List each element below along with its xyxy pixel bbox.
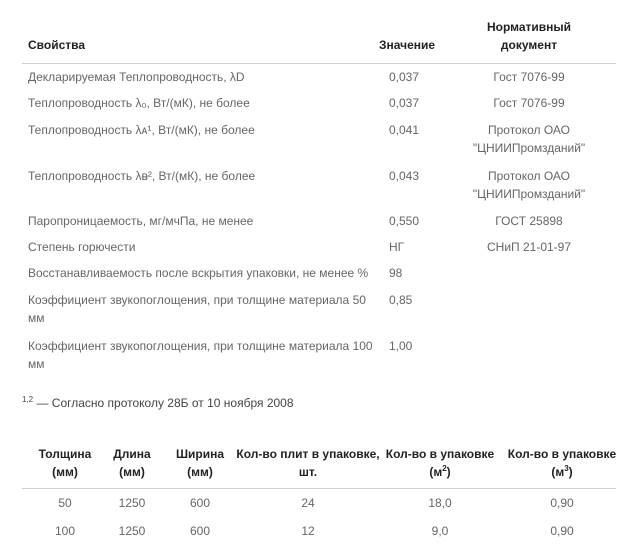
property-name-line: Степень горючести xyxy=(28,240,136,254)
packaging-cell-thickness: 50 xyxy=(58,496,72,510)
packaging-cell-thickness: 100 xyxy=(54,524,76,538)
property-name xyxy=(28,291,373,327)
header-volume xyxy=(502,445,622,481)
header-properties: Свойства xyxy=(28,38,86,52)
property-name xyxy=(28,121,373,139)
property-name xyxy=(28,337,373,373)
property-value: 0,037 xyxy=(389,96,420,110)
header-area-line2 xyxy=(382,463,498,481)
header-count-line1: Кол-во плит в упаковке, xyxy=(236,447,380,461)
property-value: 0,043 xyxy=(389,169,420,183)
packaging-cell-volume: 0,90 xyxy=(550,496,574,510)
packaging-cell-count: 12 xyxy=(301,524,315,538)
footnote xyxy=(22,396,294,410)
header-count xyxy=(235,445,381,481)
packaging-cell-count: 24 xyxy=(301,496,315,510)
property-doc-line: Гост 7076-99 xyxy=(493,70,565,84)
property-name xyxy=(28,238,373,256)
header-area-unit: (м xyxy=(429,465,443,479)
footnote-mark: 1,2 xyxy=(22,395,34,404)
property-doc xyxy=(459,68,599,86)
footnote-text: — Согласно протоколу 28Б от 10 ноября 2008 xyxy=(33,396,294,410)
property-name-line: мм xyxy=(28,311,45,325)
packaging-header-rule xyxy=(22,488,616,489)
header-volume-close: ) xyxy=(568,465,573,479)
header-area-exp: 2 xyxy=(442,464,447,473)
header-thickness xyxy=(30,445,100,481)
header-thickness-line1: Толщина xyxy=(38,447,92,461)
property-doc-line: "ЦНИИПромзданий" xyxy=(472,187,586,201)
header-volume-line2 xyxy=(502,463,622,481)
property-value: 0,041 xyxy=(389,123,420,137)
property-name xyxy=(28,167,373,185)
header-doc-line1: Нормативный xyxy=(486,20,572,34)
header-area-line1: Кол-во в упаковке xyxy=(385,447,495,461)
property-doc xyxy=(459,121,599,157)
property-doc-line: Гост 7076-99 xyxy=(493,96,565,110)
packaging-cell-area: 9,0 xyxy=(431,524,449,538)
property-name-line: Декларируемая Теплопроводность, λD xyxy=(28,70,245,84)
packaging-cell-length: 1250 xyxy=(118,496,146,510)
property-name-line: Коэффициент звукопоглощения, при толщине материала 100 xyxy=(28,339,373,353)
property-doc xyxy=(459,94,599,112)
header-volume-unit: (м xyxy=(551,465,565,479)
header-length-line2: (мм) xyxy=(119,465,145,479)
property-name-line: Теплопроводность λ₀, Вт/(мК), не более xyxy=(28,96,250,110)
properties-header-rule xyxy=(22,63,616,64)
property-name-line: Паропроницаемость, мг/мчПа, не менее xyxy=(28,214,254,228)
property-doc-line: Протокол ОАО xyxy=(487,123,571,137)
packaging-cell-width: 600 xyxy=(189,496,211,510)
packaging-cell-area: 18,0 xyxy=(428,496,452,510)
property-name xyxy=(28,212,373,230)
property-value: НГ xyxy=(389,240,405,254)
header-value: Значение xyxy=(379,38,436,52)
property-name xyxy=(28,94,373,112)
property-name-line: Теплопроводность λᴃ², Вт/(мК), не более xyxy=(28,169,256,183)
property-value: 1,00 xyxy=(389,339,413,353)
property-name-line: мм xyxy=(28,357,45,371)
property-value: 98 xyxy=(389,266,403,280)
header-length xyxy=(104,445,160,481)
packaging-cell-volume: 0,90 xyxy=(550,524,574,538)
property-doc-line: СНиП 21-01-97 xyxy=(486,240,572,254)
property-name xyxy=(28,68,373,86)
header-area-close: ) xyxy=(446,465,451,479)
property-name-line: Коэффициент звукопоглощения, при толщине материала 50 xyxy=(28,293,366,307)
header-width xyxy=(165,445,235,481)
property-doc xyxy=(459,212,599,230)
property-doc-line: Протокол ОАО xyxy=(487,169,571,183)
property-doc xyxy=(459,167,599,203)
property-value: 0,550 xyxy=(389,214,420,228)
header-thickness-line2: (мм) xyxy=(52,465,78,479)
property-name-line: Восстанавливаемость после вскрытия упаковки, не менее % xyxy=(28,266,369,280)
packaging-cell-length: 1250 xyxy=(118,524,146,538)
header-volume-line1: Кол-во в упаковке xyxy=(507,447,617,461)
property-value: 0,037 xyxy=(389,70,420,84)
property-doc-line: ГОСТ 25898 xyxy=(495,214,563,228)
header-width-line1: Ширина xyxy=(175,447,225,461)
header-width-line2: (мм) xyxy=(187,465,213,479)
header-count-line2: шт. xyxy=(298,465,318,479)
property-name xyxy=(28,264,373,282)
property-doc xyxy=(459,238,599,256)
header-volume-exp: 3 xyxy=(564,464,569,473)
property-value: 0,85 xyxy=(389,293,413,307)
property-doc-line: "ЦНИИПромзданий" xyxy=(472,141,586,155)
header-doc-line2: документ xyxy=(500,38,558,52)
property-name-line: Теплопроводность λᴀ¹, Вт/(мК), не более xyxy=(28,123,255,137)
packaging-cell-width: 600 xyxy=(189,524,211,538)
header-length-line1: Длина xyxy=(113,447,151,461)
header-area xyxy=(382,445,498,481)
